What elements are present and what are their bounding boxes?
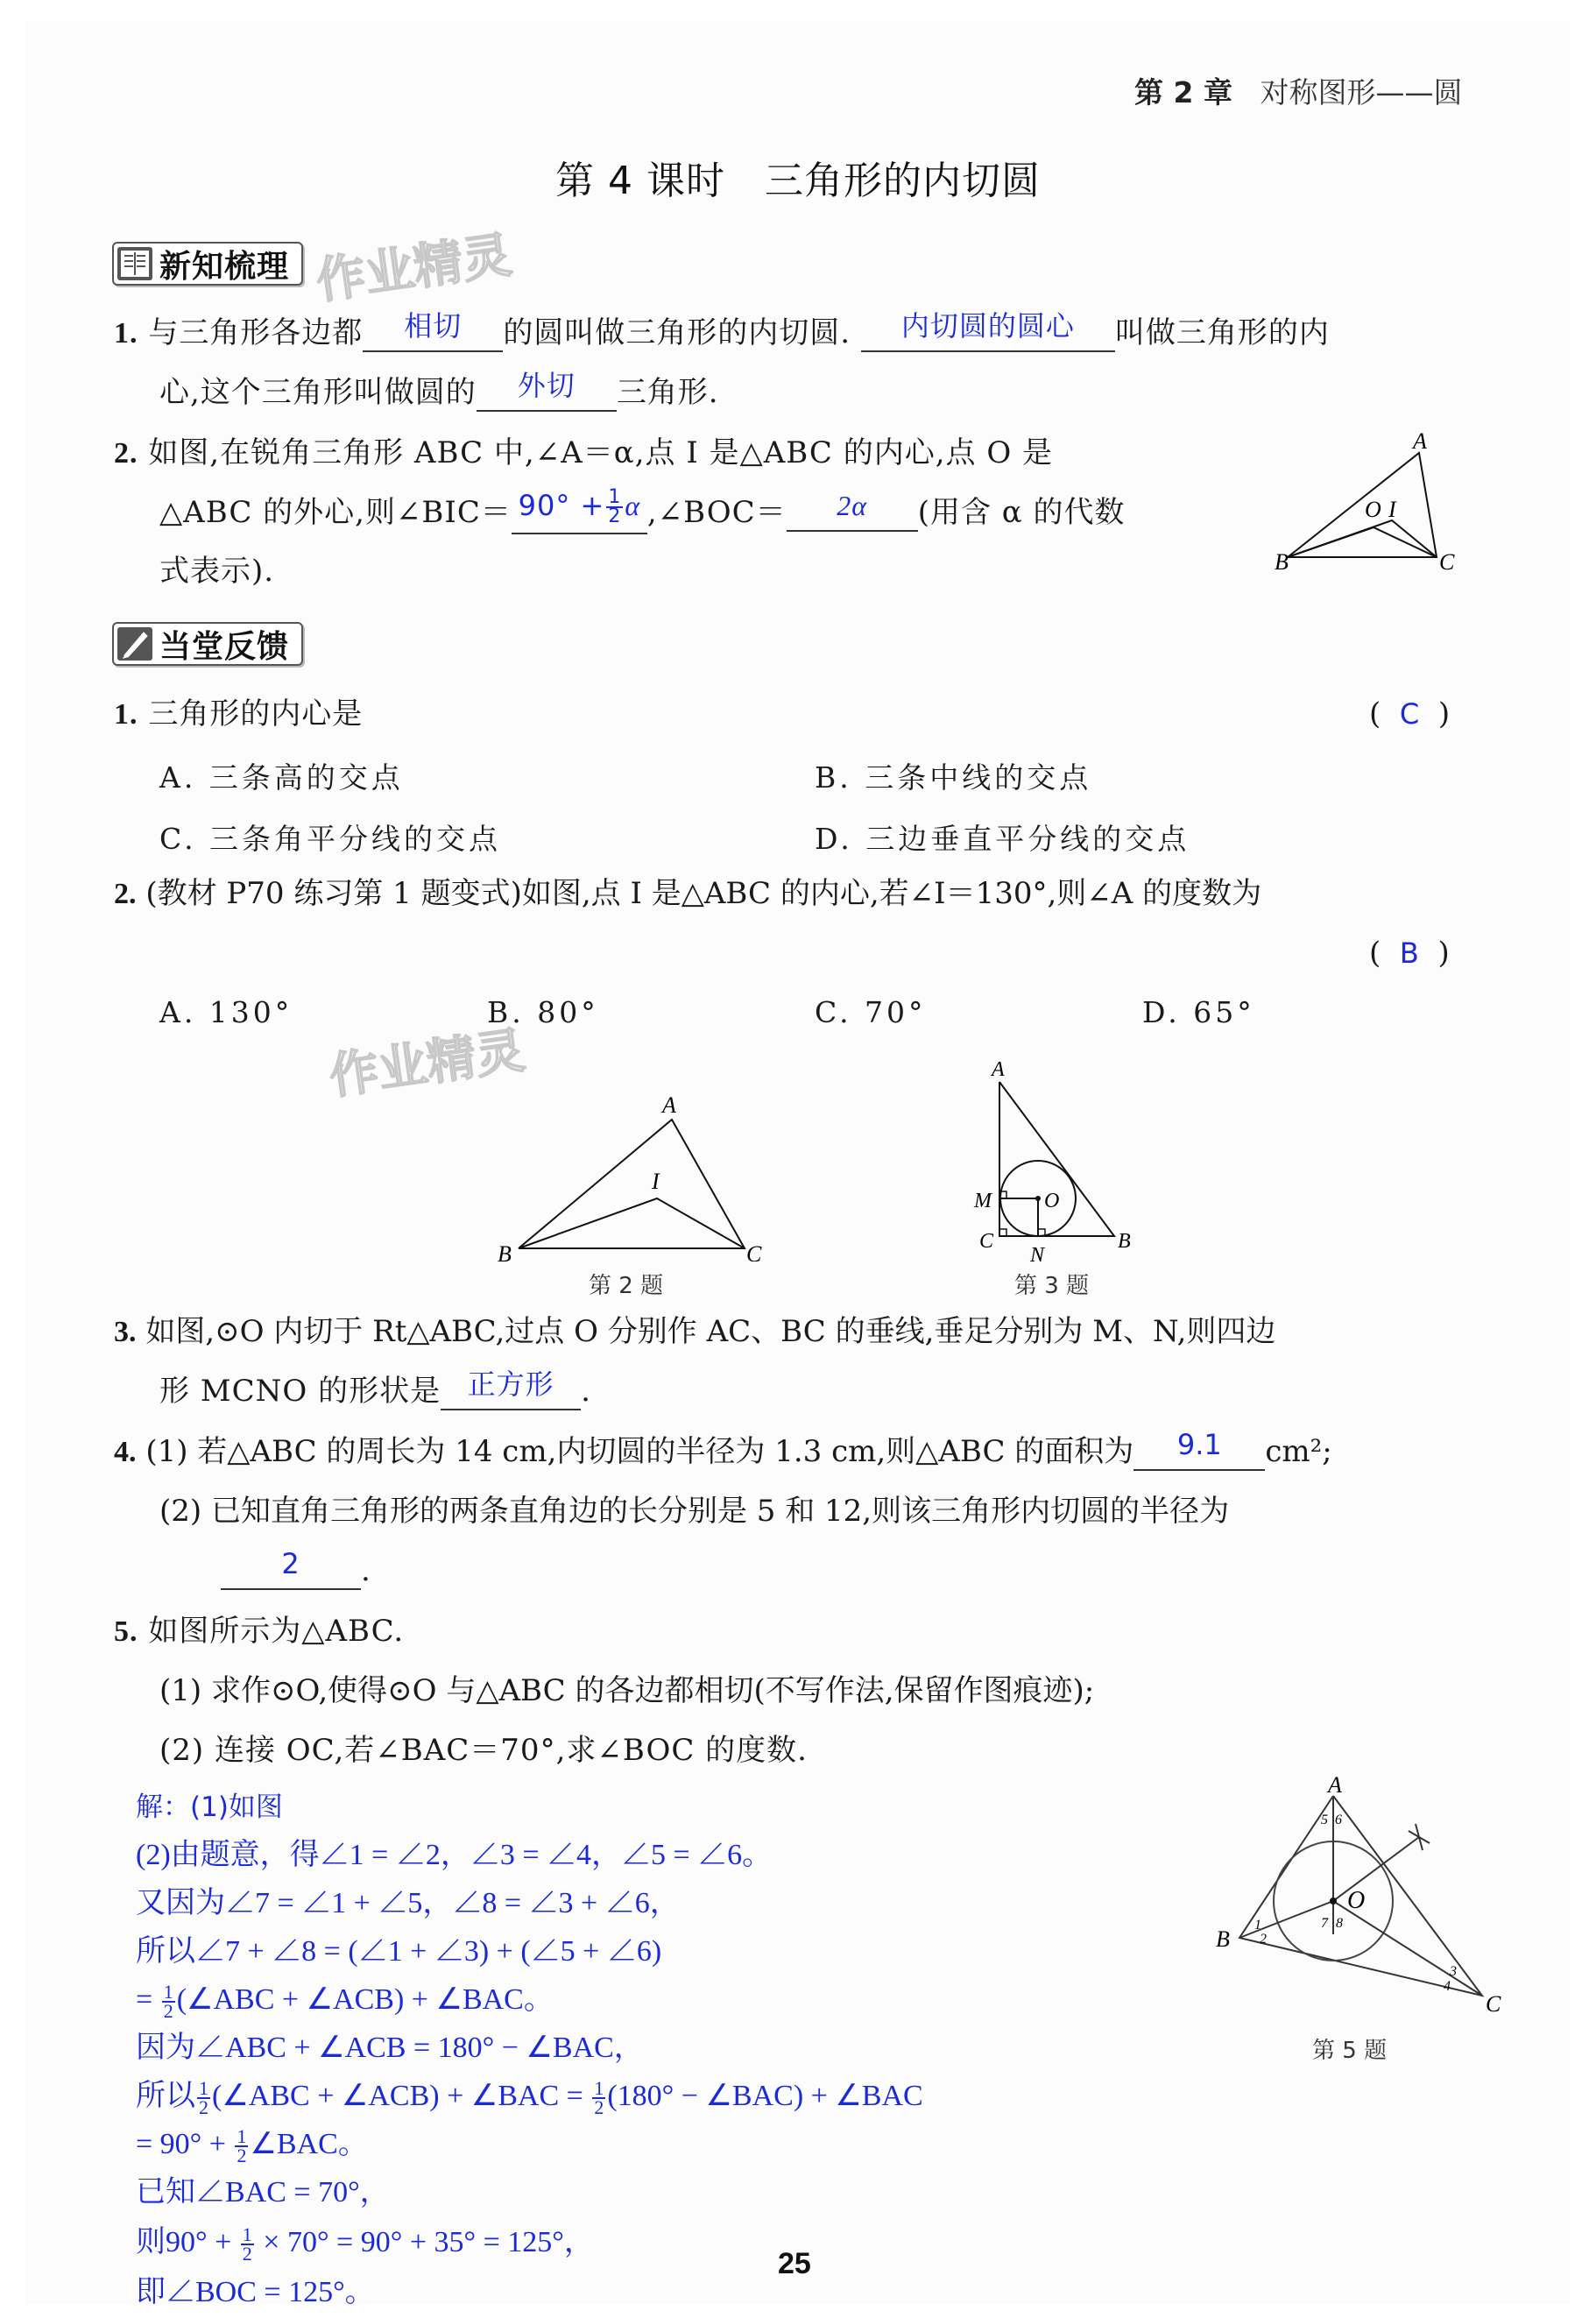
label-o: O	[1365, 497, 1381, 522]
label-b: B	[1275, 549, 1289, 575]
angle-label: 5	[1321, 1813, 1328, 1827]
answer-blank: 90° + $\frac{1}{2}$ α	[512, 495, 647, 534]
answer-blank: 2α	[787, 495, 918, 532]
solution-line: 解：(1)如图	[136, 1792, 283, 1823]
solution-line: 则90° + $\frac{1}{2}$ × 70° = 90° + 35° = 125°，	[136, 2223, 594, 2265]
angle-label: 3	[1450, 1964, 1457, 1979]
watermark: 作业精灵	[326, 1021, 529, 1106]
question-feedback-5: 5. 如图所示为△ABC.	[114, 1614, 405, 1649]
option-a: A. 130°	[159, 995, 293, 1029]
chapter-title: 对称图形——圆	[1260, 75, 1463, 110]
question-feedback-4-part2: (2) 已知直角三角形的两条直角边的长分别是 5 和 12,则该三角形内切圆的半径为	[159, 1494, 1230, 1529]
answer-blank: 外切	[477, 375, 617, 412]
angle-label: 8	[1336, 1916, 1343, 1931]
question-feedback-1: 1. 三角形的内心是	[114, 696, 364, 731]
label-i: I	[1388, 497, 1396, 522]
label-b: B	[1118, 1230, 1131, 1253]
question-knowledge-2-line3: 式表示).	[159, 554, 275, 589]
figure-q3	[964, 1051, 1148, 1270]
chapter-header	[1134, 70, 1462, 111]
option-c: C. 三条角平分线的交点	[159, 822, 502, 856]
figure-q5	[1209, 1770, 1515, 2032]
segment-bic	[519, 1198, 745, 1248]
question-feedback-3: 3. 如图,⊙O 内切于 Rt△ABC,过点 O 分别作 AC、BC 的垂线,垂足分别为 M、N,则四边	[114, 1314, 1276, 1349]
angle-label: 7	[1321, 1916, 1328, 1931]
question-knowledge-2: 2. 如图,在锐角三角形 ABC 中,∠A＝α,点 I 是△ABC 的内心,点 O 是	[114, 435, 1054, 470]
question-feedback-2: 2. (教材 P70 练习第 1 题变式)如图,点 I 是△ABC 的内心,若∠I＝130°,则∠A 的度数为	[114, 876, 1262, 911]
label-c: C	[1439, 549, 1455, 575]
label-a: A	[1328, 1772, 1342, 1798]
angle-label: 1	[1254, 1918, 1261, 1933]
figure-caption: 第 5 题	[1312, 2038, 1388, 2064]
solution-line: 又因为∠7 = ∠1 + ∠5，∠8 = ∠3 + ∠6，	[136, 1887, 680, 1919]
solution-line: 即∠BOC = 125°。	[136, 2276, 375, 2308]
lesson-title: 第 4 课时 三角形的内切圆	[555, 159, 1041, 203]
label-b: B	[1216, 1926, 1230, 1952]
figure-caption: 第 3 题	[1014, 1273, 1090, 1299]
question-knowledge-2-line2: △ABC 的外心,则∠BIC＝ 90° + $\frac{1}{2}$ α ,∠BOC＝ 2α (用含 α 的代数	[159, 495, 1126, 534]
angle-label: 4	[1444, 1979, 1451, 1994]
center-o	[1330, 1898, 1337, 1905]
solution-line: 已知∠BAC = 70°，	[136, 2176, 390, 2208]
section-badge-knowledge	[112, 242, 303, 286]
segment-oc	[1333, 1901, 1482, 1996]
label-c: C	[1486, 1991, 1501, 2017]
center-o	[1035, 1196, 1041, 1201]
page-number: 25	[778, 2247, 811, 2280]
chapter-number: 第 2 章	[1134, 75, 1232, 110]
triangle-abc	[999, 1082, 1114, 1236]
option-d: D. 三边垂直平分线的交点	[815, 822, 1190, 856]
triangle-abc	[1288, 453, 1437, 557]
construction-line	[1333, 1837, 1419, 1901]
label-o: O	[1044, 1190, 1060, 1212]
question-feedback-3-line2: 形 MCNO 的形状是 正方形 .	[159, 1367, 591, 1409]
answer-blank: 内切圆的圆心	[861, 315, 1115, 352]
angle-label: 2	[1260, 1932, 1267, 1947]
right-angle-mark	[999, 1229, 1006, 1236]
answer-blank: 正方形	[441, 1374, 581, 1410]
figure-q2-feedback	[491, 1086, 771, 1261]
solution-line: 因为∠ABC + ∠ACB = 180° − ∠BAC，	[136, 2032, 644, 2064]
question-feedback-5-part2: (2) 连接 OC,若∠BAC＝70°,求∠BOC 的度数.	[159, 1733, 808, 1768]
option-b: B. 80°	[487, 995, 599, 1029]
answer-bracket: ( B )	[1369, 936, 1450, 971]
solution-line: 所以∠7 + ∠8 = (∠1 + ∠3) + (∠5 + ∠6)	[136, 1935, 662, 1968]
label-a: A	[1413, 429, 1427, 454]
question-feedback-5-part1: (1) 求作⊙O,使得⊙O 与△ABC 的各边都相切(不写作法,保留作图痕迹);	[159, 1673, 1095, 1708]
pencil-icon	[117, 627, 152, 661]
label-i: I	[652, 1169, 660, 1194]
section-label: 当堂反馈	[159, 628, 290, 665]
question-feedback-4-part2-answer: 2 .	[221, 1553, 371, 1590]
option-c: C. 70°	[815, 995, 927, 1029]
solution-line: = $\frac{1}{2}$ (∠ABC + ∠ACB) + ∠BAC。	[136, 1981, 554, 2023]
answer-bracket: ( C )	[1369, 696, 1451, 731]
label-c: C	[979, 1230, 994, 1253]
answer-blank: 相切	[363, 315, 503, 352]
book-icon	[117, 247, 152, 280]
figure-q2-knowledge	[1275, 429, 1485, 578]
label-a: A	[662, 1092, 676, 1118]
question-knowledge-1: 1. 与三角形各边都 相切 的圆叫做三角形的内切圆. 内切圆的圆心 叫做三角形的内	[114, 309, 1330, 350]
answer-blank: 2	[221, 1553, 361, 1590]
option-a: A. 三条高的交点	[159, 760, 404, 795]
answer-blank: 9.1	[1133, 1434, 1265, 1471]
option-b: B. 三条中线的交点	[815, 760, 1092, 795]
solution-line: (2)由题意，得∠1 = ∠2，∠3 = ∠4，∠5 = ∠6。	[136, 1839, 773, 1871]
question-feedback-4: 4. (1) 若△ABC 的周长为 14 cm,内切圆的半径为 1.3 cm,则△ABC 的面积为 9.1 cm²;	[114, 1428, 1332, 1469]
label-b: B	[498, 1241, 512, 1261]
solution-line: = 90° + $\frac{1}{2}$ ∠BAC。	[136, 2125, 368, 2167]
question-knowledge-1-cont: 心,这个三角形叫做圆的 外切 三角形.	[159, 369, 719, 410]
figure-caption: 第 2 题	[589, 1273, 664, 1299]
construction-arc-mark	[1409, 1824, 1430, 1850]
label-c: C	[746, 1241, 762, 1261]
section-label: 新知梳理	[159, 248, 290, 285]
segment-boc	[1288, 527, 1437, 557]
label-o: O	[1347, 1887, 1366, 1914]
label-m: M	[974, 1190, 992, 1212]
label-n: N	[1030, 1244, 1045, 1267]
angle-label: 6	[1335, 1813, 1342, 1827]
section-badge-feedback	[112, 622, 303, 666]
option-d: D. 65°	[1142, 995, 1255, 1029]
label-a: A	[992, 1058, 1005, 1081]
solution-line: 所以 $\frac{1}{2}$ (∠ABC + ∠ACB) + ∠BAC = $\frac{1}{2}$ (180° − ∠BAC) + ∠BAC	[136, 2077, 923, 2119]
watermark: 作业精灵	[313, 226, 516, 311]
